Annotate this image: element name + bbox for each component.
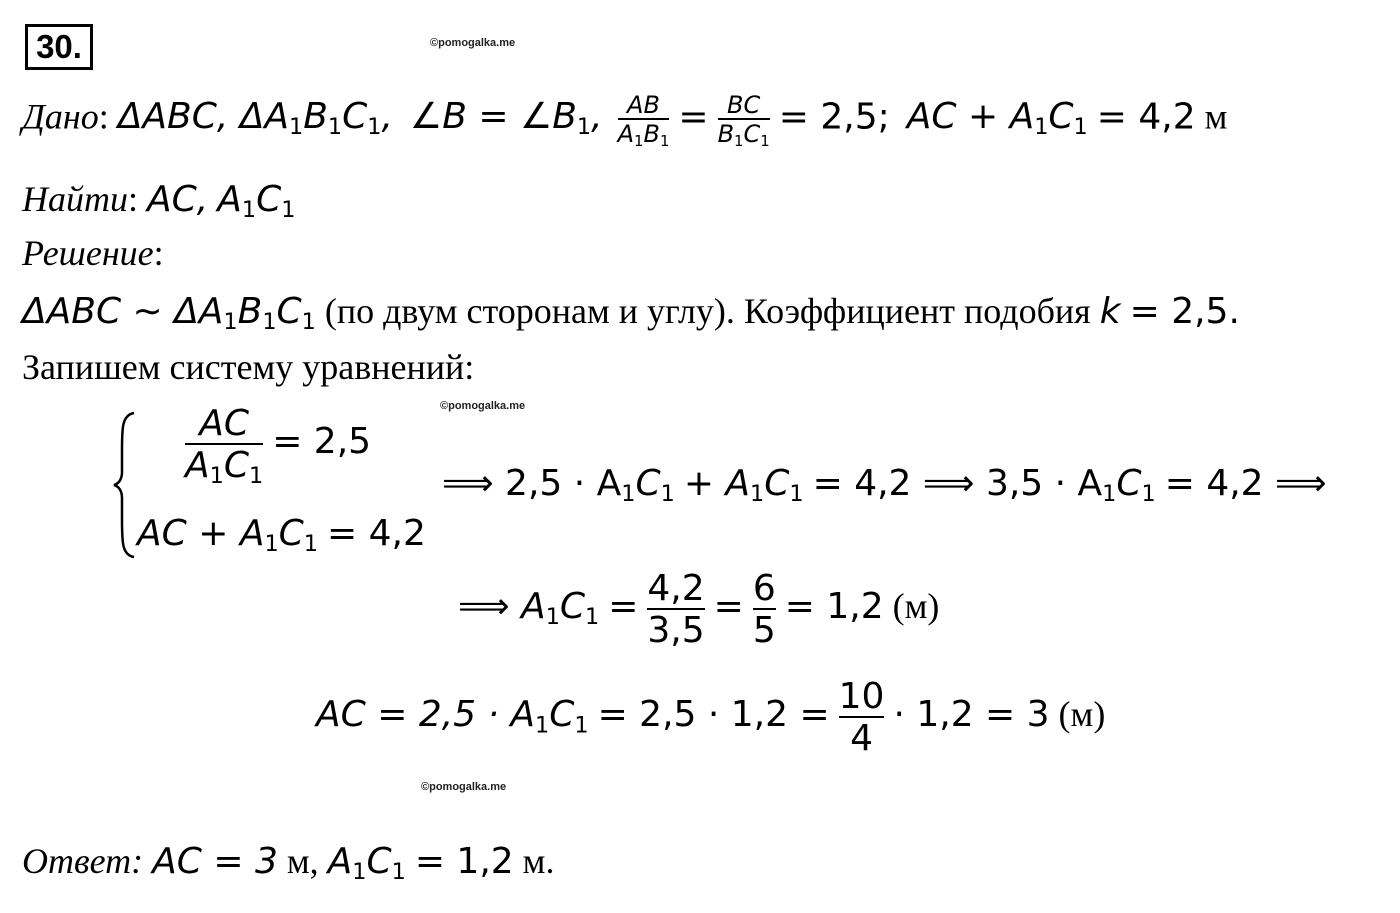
result1-fraction-2: $\frac{6}{5}$ <box>752 568 776 651</box>
given-sum: AC + $A_1C_1$ <box>906 96 1088 141</box>
find-a1c1: $A_1C_1$ <box>217 179 296 224</box>
problem-number: 30. <box>25 24 93 70</box>
system-chain: ⟹ $2,5 \cdot A_1C_1 + A_1C_1 = 4,2$ ⟹ $3,5 \cdot A_1C_1 = 4,2$ ⟹ <box>442 463 1327 508</box>
watermark-top: ©pomogalka.me <box>430 37 516 49</box>
find-label: Найти <box>22 179 128 219</box>
solution-heading: Решение: <box>22 233 164 273</box>
system-brace <box>112 410 138 560</box>
solution-label: Решение <box>22 233 154 273</box>
system-eq1-rhs: = 2,5 <box>272 421 372 463</box>
find-ac: AC, <box>147 179 209 220</box>
given-fraction-ab: $\frac{AB}{A_1B_1}$ <box>617 91 670 151</box>
given-unit: м <box>1204 96 1228 137</box>
given-label: Дано <box>22 96 99 137</box>
system-equation-1 <box>185 403 372 490</box>
similarity-reason: (по двум сторонам и углу). Коэффициент подобия <box>324 291 1091 331</box>
system-intro: Запишем систему уравнений: <box>22 347 475 387</box>
answer-line: Ответ: AC = 3 м, $A_1C_1 = 1,2$ м. <box>22 841 555 886</box>
system-equation-2: AC + $A_1C_1 = 4,2$ <box>137 513 426 558</box>
find-line: Найти: AC, $A_1C_1$ <box>22 179 296 224</box>
similarity-statement: ΔABC ∼ $\Delta A_1B_1C_1$ <box>22 291 316 336</box>
given-sum-value: = 4,2 <box>1096 96 1196 138</box>
result1-fraction-1: $\frac{4,2}{3,5}$ <box>647 568 705 651</box>
result-a1c1: ⟹ $A_1C_1$ = $\frac{4,2}{3,5}$ = $\frac{6}{5}$ = 1,2 (м) <box>458 568 940 651</box>
given-angle: ∠B = $\angle B_1$, <box>409 96 603 141</box>
given-ratio: = 2,5; <box>778 96 890 138</box>
watermark-middle: ©pomogalka.me <box>440 400 526 412</box>
given-line: Дано: ΔABC, $\Delta A_1B_1C_1$, ∠B = $\angle B_1$, $\frac{AB}{A_1B_1}$ = $\frac{BC}{B_1C_1}$ = 2,5; AC + $A_1C_1 = 4,2$ м <box>22 91 1228 151</box>
result-ac: AC = $2,5 \cdot A_1C_1 = 2,5 \cdot 1,2$ = $\frac{10}{4}$ · 1,2 = 3 (м) <box>316 676 1106 759</box>
k-value: = 2,5. <box>1129 291 1240 332</box>
similarity-line <box>22 290 1240 336</box>
answer-label: Ответ: <box>22 841 144 881</box>
given-fraction-bc: $\frac{BC}{B_1C_1}$ <box>717 91 770 151</box>
system-fraction: $\frac{AC}{A_1C_1}$ <box>185 403 264 490</box>
given-triangles: ΔABC, $\Delta A_1B_1C_1$, <box>117 96 393 141</box>
result2-fraction: $\frac{10}{4}$ <box>838 676 885 759</box>
k-symbol: k <box>1099 291 1121 332</box>
watermark-bottom: ©pomogalka.me <box>421 781 507 793</box>
